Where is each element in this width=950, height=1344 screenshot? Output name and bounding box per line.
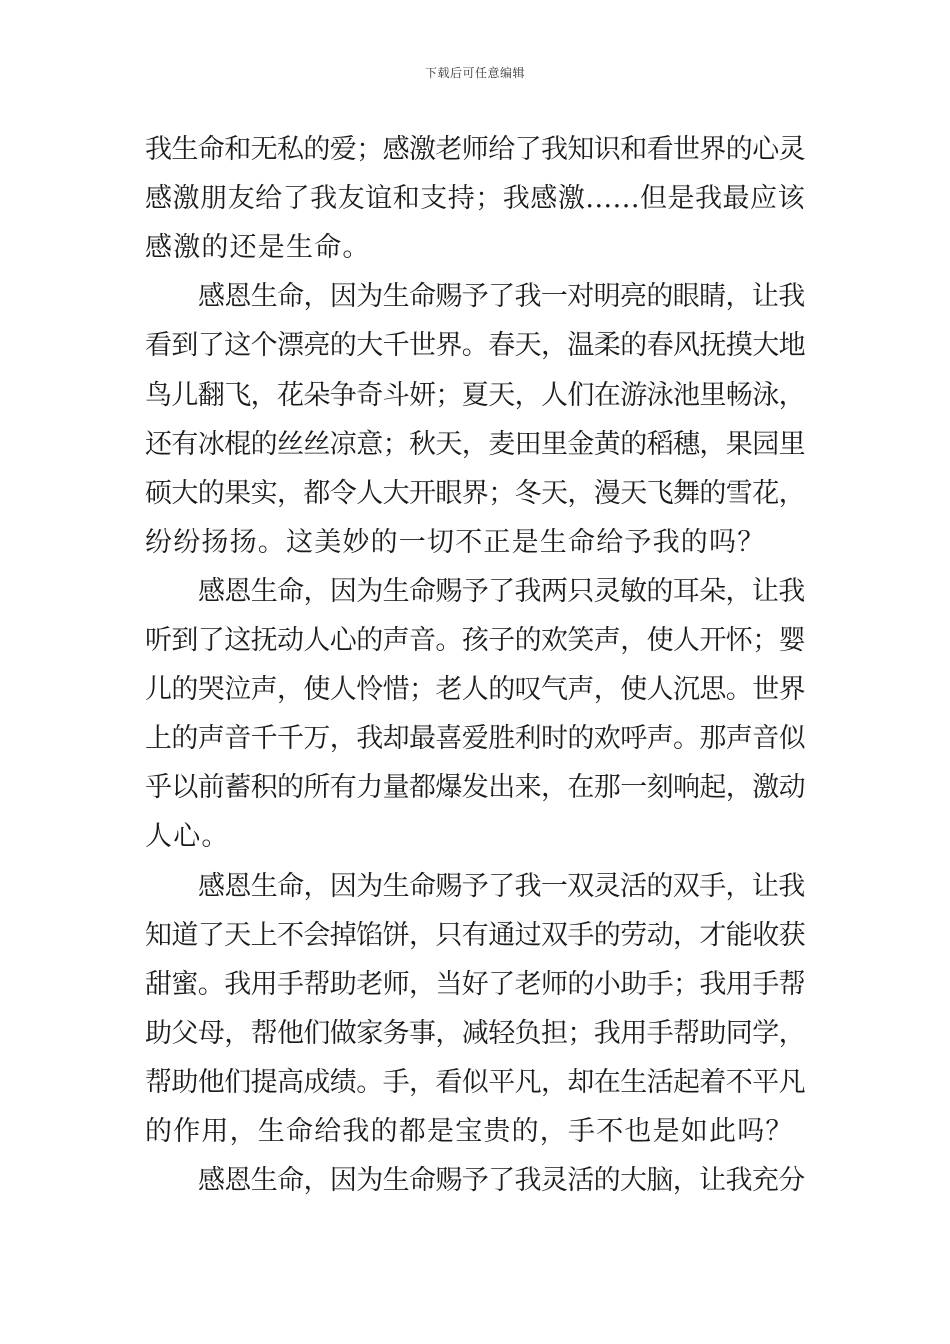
text-line: 儿的哭泣声，使人怜惜；老人的叹气声，使人沉思。世界	[145, 674, 805, 705]
text-line: 感恩生命，因为生命赐予了我两只灵敏的耳朵，让我	[198, 576, 805, 607]
text-line: 感恩生命，因为生命赐予了我一双灵活的双手，让我	[198, 871, 805, 902]
text-line: 乎以前蓄积的所有力量都爆发出来，在那一刻响起，激动	[145, 772, 805, 803]
text-line: 感恩生命，因为生命赐予了我灵活的大脑，让我充分	[198, 1165, 805, 1196]
text-line: 听到了这抚动人心的声音。孩子的欢笑声，使人开怀；婴	[145, 625, 805, 656]
text-line: 鸟儿翻飞，花朵争奇斗妍；夏天，人们在游泳池里畅泳，	[145, 380, 805, 411]
text-line: 还有冰棍的丝丝凉意；秋天，麦田里金黄的稻穗，果园里	[145, 429, 805, 460]
text-line: 上的声音千千万，我却最喜爱胜利时的欢呼声。那声音似	[145, 723, 805, 754]
text-line: 感激朋友给了我友谊和支持；我感激......但是我最应该	[145, 183, 806, 214]
text-line: 纷纷扬扬。这美妙的一切不正是生命给予我的吗？	[145, 527, 766, 558]
text-line: 甜蜜。我用手帮助老师，当好了老师的小助手；我用手帮	[145, 969, 805, 1000]
text-line: 知道了天上不会掉馅饼，只有通过双手的劳动，才能收获	[145, 920, 805, 951]
text-line: 感恩生命，因为生命赐予了我一对明亮的眼睛，让我	[198, 281, 805, 312]
text-line: 助父母，帮他们做家务事，减轻负担；我用手帮助同学，	[145, 1018, 805, 1049]
text-line: 硕大的果实，都令人大开眼界；冬天，漫天飞舞的雪花，	[145, 478, 805, 509]
text-line: 感激的还是生命。	[145, 232, 371, 263]
page-header: 下载后可任意编辑	[424, 66, 525, 80]
text-line: 我生命和无私的爱；感激老师给了我知识和看世界的心灵	[145, 134, 805, 165]
text-line: 人心。	[145, 821, 230, 852]
text-line: 帮助他们提高成绩。手，看似平凡，却在生活起着不平凡	[145, 1067, 805, 1098]
text-line: 的作用，生命给我的都是宝贵的，手不也是如此吗？	[145, 1116, 794, 1147]
text-line: 看到了这个漂亮的大千世界。春天，温柔的春风抚摸大地	[145, 330, 805, 361]
